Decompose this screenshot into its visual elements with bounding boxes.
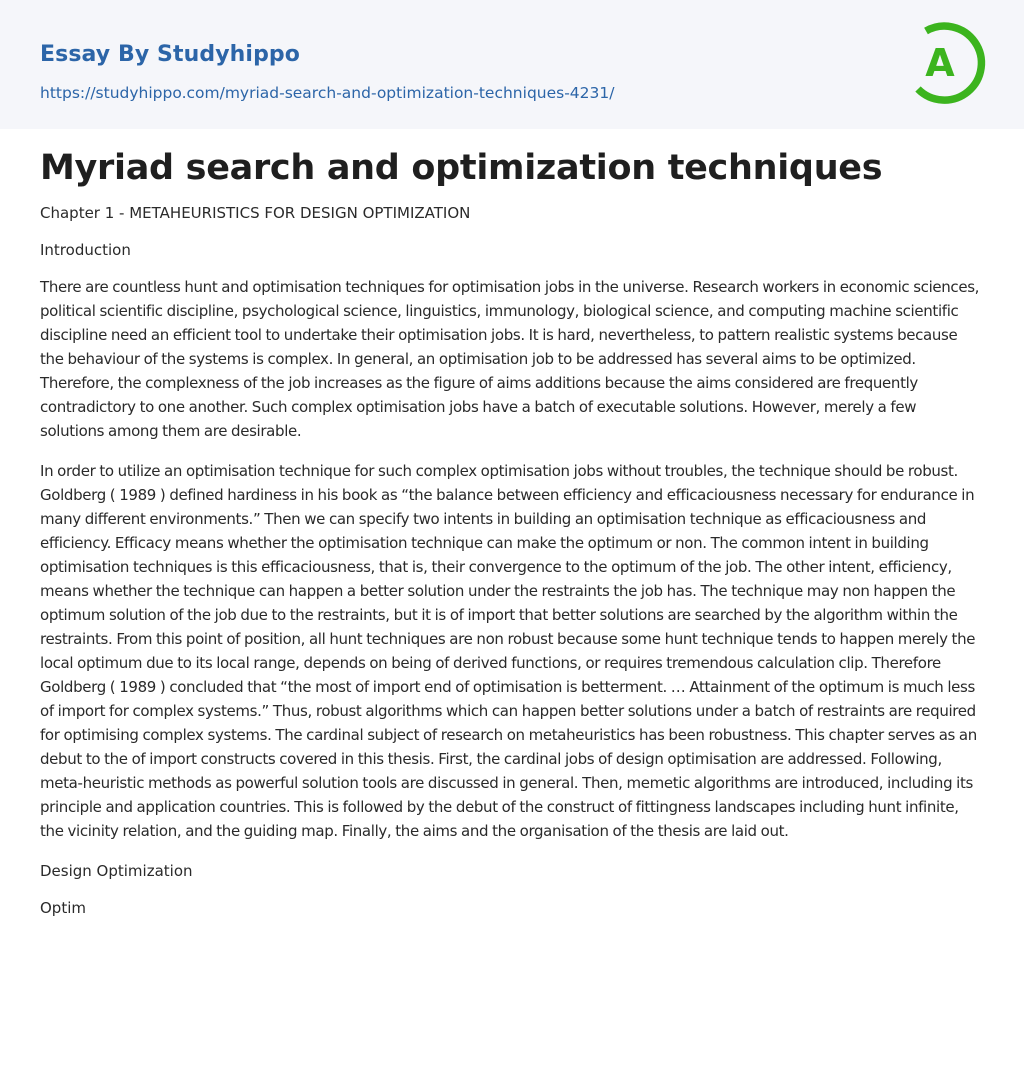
svg-text:A: A (925, 41, 955, 85)
essay-url-link[interactable]: https://studyhippo.com/myriad-search-and-optimization-techniques-4231/ (40, 84, 615, 102)
article (40, 144, 984, 920)
site-brand[interactable]: Essay By Studyhippo (40, 42, 300, 67)
truncated-text: Optim (40, 899, 86, 917)
section-heading-design-optimization: Design Optimization (40, 862, 193, 880)
page-title: Myriad search and optimization techniques (40, 148, 883, 188)
paragraph-1: There are countless hunt and optimisation techniques for optimisation jobs in the universe. Research workers in economic sciences, political scientific discipline, psychological science, linguistics, immunology, biological science, and computing machine scientific discipline need an efficient tool to undertake their optimisation jobs. It is hard, nevertheless, to pattern realistic systems because the behaviour of the systems is complex. In general, an optimisation job to be addressed has several aims to be optimized. Therefore, the complexness of the job increases as the figure of aims additions because the aims considered are frequently contradictory to one another. Such complex optimisation jobs have a batch of executable solutions. However, merely a few solutions among them are desirable. (40, 278, 980, 440)
site-header (0, 0, 1024, 129)
introduction-heading: Introduction (40, 241, 131, 259)
chapter-heading: Chapter 1 - METAHEURISTICS FOR DESIGN OPTIMIZATION (40, 204, 471, 222)
studyhippo-logo-icon[interactable] (912, 18, 988, 106)
paragraph-2: In order to utilize an optimisation technique for such complex optimisation jobs without troubles, the technique should be robust. Goldberg ( 1989 ) defined hardiness in his book as “the balance between efficiency and efficaciousness necessary for endurance in many different environments.” Then we can specify two intents in building an optimisation technique as efficaciousness and efficiency. Efficacy means whether the optimisation technique can make the optimum or non. The common intent in building optimisation techniques is this efficaciousness, that is, their convergence to the optimum of the job. The other intent, efficiency, means whether the technique can happen a better solution under the restraints the job has. The technique may non happen the optimum solution of the job due to the restraints, but it is of import that better solutions are searched by the algorithm within the restraints. From this point of position, all hunt techniques are non robust because some hunt technique tends to happen merely the local optimum due to its local range, depends on being of derived functions, or requires tremendous calculation clip. Therefore Goldberg ( 1989 ) concluded that “the most of import end of optimisation is betterment. … Attainment of the optimum is much less of import for complex systems.” Thus, robust algorithms which can happen better solutions under a batch of restraints are required for optimising complex systems. The cardinal subject of research on metaheuristics has been robustness. This chapter serves as an debut to the of import constructs covered in this thesis. First, the cardinal jobs of design optimisation are addressed. Following, meta-heuristic methods as powerful solution tools are discussed in general. Then, memetic algorithms are introduced, including its principle and application countries. This is followed by the debut of the construct of fittingness landscapes including hunt infinite, the vicinity relation, and the guiding map. Finally, the aims and the organisation of the thesis are laid out. (40, 462, 977, 840)
